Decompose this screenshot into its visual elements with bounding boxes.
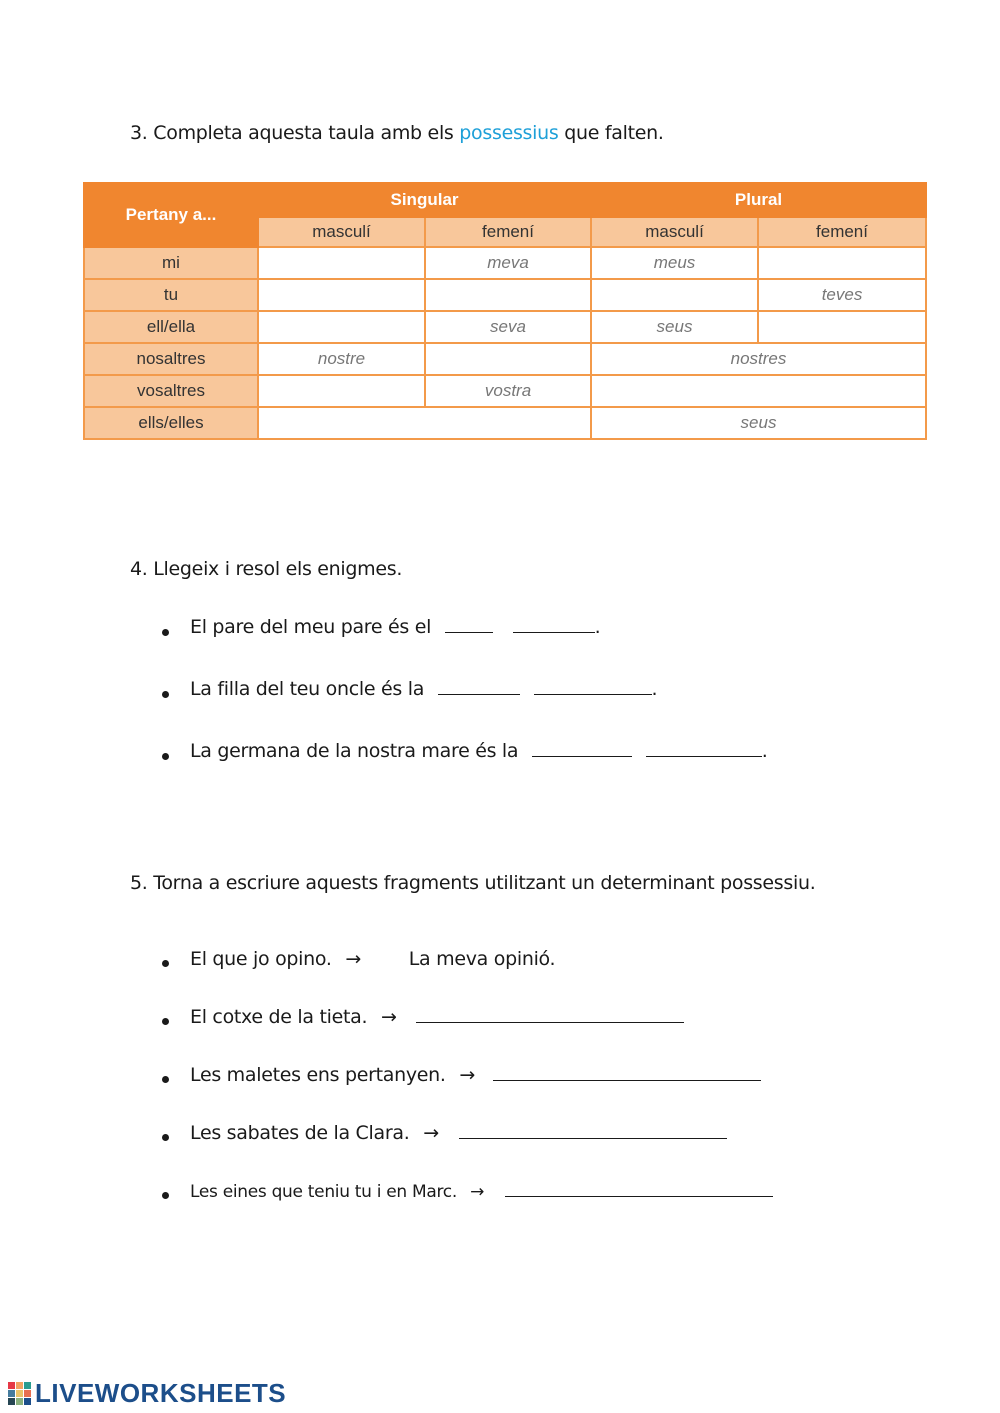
fragment-text: El cotxe de la tieta. xyxy=(190,1006,368,1028)
row-label-tu: tu xyxy=(84,279,258,311)
cell-ells-singular[interactable] xyxy=(258,407,591,439)
singular-header: Singular xyxy=(258,183,591,217)
answer-blank[interactable] xyxy=(445,616,493,633)
riddle-text: La filla del teu oncle és la xyxy=(190,678,425,700)
cell-mi-singular-feminine: meva xyxy=(425,247,591,279)
cell-tu-plural-masculine[interactable] xyxy=(591,279,758,311)
list-item xyxy=(160,948,773,978)
cell-ells-plural: seus xyxy=(591,407,926,439)
possessives-table xyxy=(83,182,925,440)
cell-mi-singular-masculine[interactable] xyxy=(258,247,425,279)
list-item xyxy=(160,1006,773,1036)
question-4-heading: 4. Llegeix i resol els enigmes. xyxy=(130,558,403,580)
list-item xyxy=(160,740,768,772)
table-row-vosaltres xyxy=(84,375,926,407)
fragment-text: Les maletes ens pertanyen. xyxy=(190,1064,446,1086)
riddle-text: El pare del meu pare és el xyxy=(190,616,432,638)
liveworksheets-logo xyxy=(8,1378,286,1409)
q3-text-before: Completa aquesta taula amb els xyxy=(153,122,454,144)
cell-tu-plural-feminine: teves xyxy=(758,279,926,311)
cell-nosaltres-singular-masculine: nostre xyxy=(258,343,425,375)
cell-tu-singular-feminine[interactable] xyxy=(425,279,591,311)
sub-header-feminine-singular: femení xyxy=(425,217,591,247)
arrow-icon: → xyxy=(459,1064,476,1086)
cell-ell-plural-feminine[interactable] xyxy=(758,311,926,343)
list-item xyxy=(160,678,768,710)
table-corner-header: Pertany a... xyxy=(84,183,258,247)
logo-grid-icon xyxy=(8,1382,31,1405)
cell-vosaltres-singular-masculine[interactable] xyxy=(258,375,425,407)
answer-blank[interactable] xyxy=(438,678,520,695)
arrow-icon: → xyxy=(345,948,362,970)
cell-mi-plural-feminine[interactable] xyxy=(758,247,926,279)
q3-number: 3. xyxy=(130,122,148,144)
list-item xyxy=(160,1122,773,1152)
arrow-icon: → xyxy=(380,1006,397,1028)
cell-vosaltres-singular-feminine: vostra xyxy=(425,375,591,407)
list-item xyxy=(160,1180,773,1210)
answer-blank[interactable] xyxy=(534,678,652,695)
row-label-ells-elles: ells/elles xyxy=(84,407,258,439)
row-label-vosaltres: vosaltres xyxy=(84,375,258,407)
cell-nosaltres-plural: nostres xyxy=(591,343,926,375)
sub-header-masculine-singular: masculí xyxy=(258,217,425,247)
cell-vosaltres-plural[interactable] xyxy=(591,375,926,407)
row-label-mi: mi xyxy=(84,247,258,279)
answer-blank[interactable] xyxy=(505,1180,773,1197)
answer-blank[interactable] xyxy=(416,1006,684,1023)
logo-text: LIVEWORKSHEETS xyxy=(35,1378,287,1408)
question-5-heading: 5. Torna a escriure aquests fragments utilitzant un determinant possessiu. xyxy=(130,872,816,894)
table-row-nosaltres xyxy=(84,343,926,375)
q3-highlight: possessius xyxy=(459,122,559,144)
list-item xyxy=(160,616,768,648)
answer-blank[interactable] xyxy=(459,1122,727,1139)
cell-tu-singular-masculine[interactable] xyxy=(258,279,425,311)
answer-blank[interactable] xyxy=(513,616,595,633)
table-row-ells-elles xyxy=(84,407,926,439)
table-row-mi xyxy=(84,247,926,279)
answer-blank[interactable] xyxy=(493,1064,761,1081)
riddles-list xyxy=(160,616,768,772)
fragment-text: Les sabates de la Clara. xyxy=(190,1122,410,1144)
cell-mi-plural-masculine: meus xyxy=(591,247,758,279)
riddle-end: . xyxy=(761,740,768,762)
table-row-tu xyxy=(84,279,926,311)
cell-ell-plural-masculine: seus xyxy=(591,311,758,343)
sub-header-feminine-plural: femení xyxy=(758,217,926,247)
plural-header: Plural xyxy=(591,183,926,217)
rewrite-list xyxy=(160,948,773,1210)
row-label-ell-ella: ell/ella xyxy=(84,311,258,343)
riddle-end: . xyxy=(651,678,658,700)
answer-blank[interactable] xyxy=(646,740,762,757)
cell-ell-singular-masculine[interactable] xyxy=(258,311,425,343)
fragment-text: Les eines que teniu tu i en Marc. xyxy=(190,1182,457,1202)
table-row-ell-ella xyxy=(84,311,926,343)
sub-header-masculine-plural: masculí xyxy=(591,217,758,247)
riddle-end: . xyxy=(594,616,601,638)
fragment-text: El que jo opino. xyxy=(190,948,332,970)
question-3-heading xyxy=(130,122,664,144)
cell-nosaltres-singular-feminine[interactable] xyxy=(425,343,591,375)
list-item xyxy=(160,1064,773,1094)
riddle-text: La germana de la nostra mare és la xyxy=(190,740,519,762)
arrow-icon: → xyxy=(470,1182,485,1202)
arrow-icon: → xyxy=(423,1122,439,1144)
example-answer: La meva opinió. xyxy=(408,948,556,970)
cell-ell-singular-feminine: seva xyxy=(425,311,591,343)
answer-blank[interactable] xyxy=(532,740,632,757)
row-label-nosaltres: nosaltres xyxy=(84,343,258,375)
q3-text-after: que falten. xyxy=(564,122,664,144)
